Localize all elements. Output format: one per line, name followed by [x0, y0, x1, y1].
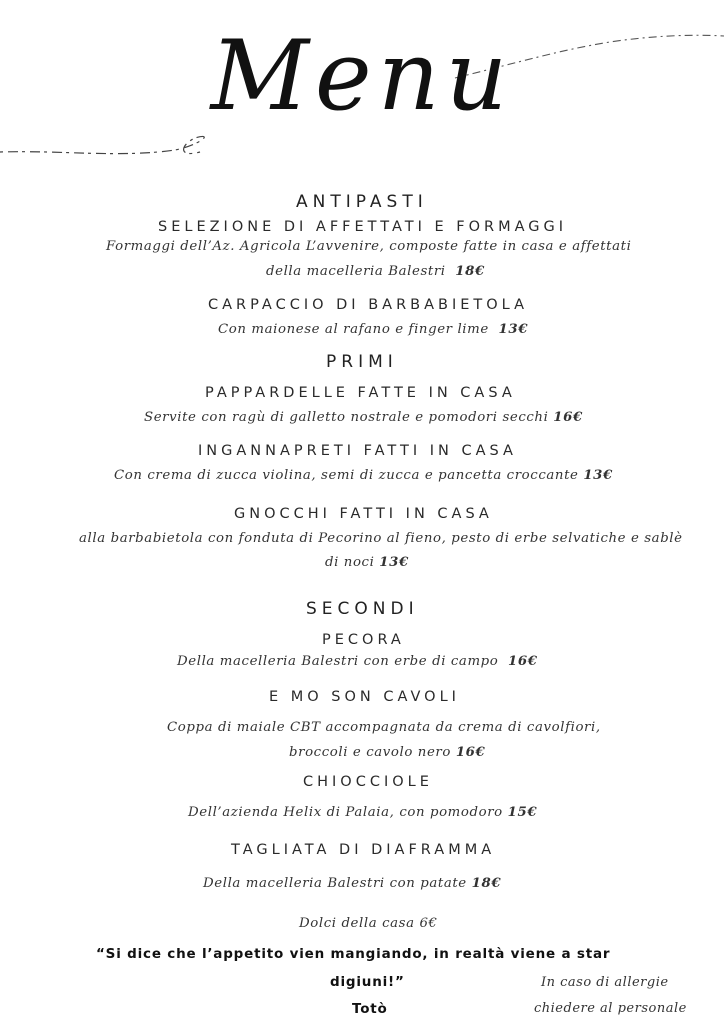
item-gnocchi-desc-1: alla barbabietola con fonduta di Pecorino al fieno, pesto di erbe selvatiche e sablè	[79, 531, 683, 546]
item-tagliata-desc	[203, 876, 501, 891]
secondi-header: SECONDI	[306, 599, 419, 619]
desc-text: Servite con ragù di galletto nostrale e pomodori secchi	[144, 410, 549, 425]
menu-title: Menu	[210, 20, 514, 132]
item-pappardelle-name: PAPPARDELLE FATTE IN CASA	[205, 385, 516, 401]
primi-header: PRIMI	[326, 352, 398, 372]
dolci-line: Dolci della casa 6€	[299, 916, 438, 931]
item-carpaccio-name: CARPACCIO DI BARBABIETOLA	[208, 297, 528, 313]
price: 13€	[583, 468, 613, 483]
item-pecora-name: PECORA	[322, 632, 405, 648]
price: 13€	[498, 322, 529, 337]
item-pappardelle-desc	[144, 410, 583, 425]
antipasti-header: ANTIPASTI	[296, 192, 428, 212]
item-selezione-affettati-desc-1: Formaggi dell’Az. Agricola L’avvenire, composte fatte in casa e affettati	[106, 239, 632, 254]
quote-line-2: digiuni!”	[330, 974, 405, 990]
desc-text: Con maionese al rafano e finger lime	[218, 322, 489, 337]
price: 16€	[553, 410, 583, 425]
desc-text: broccoli e cavolo nero	[289, 745, 451, 760]
item-pecora-desc	[177, 654, 538, 669]
desc-text: Con crema di zucca violina, semi di zucca e pancetta croccante	[114, 468, 579, 483]
item-cavoli-desc-1: Coppa di maiale CBT accompagnata da crema di cavolfiori,	[167, 720, 601, 735]
item-tagliata-name: TAGLIATA DI DIAFRAMMA	[231, 842, 496, 858]
quote-author: Totò	[352, 1001, 388, 1017]
desc-text: Della macelleria Balestri con patate	[203, 876, 467, 891]
price: 18€	[471, 876, 502, 891]
allergy-note-line-2: chiedere al personale	[534, 1001, 687, 1016]
item-cavoli-desc-2	[289, 745, 485, 760]
item-selezione-affettati-name: SELEZIONE DI AFFETTATI E FORMAGGI	[158, 219, 568, 235]
desc-text: Dell’azienda Helix di Palaia, con pomodoro	[188, 805, 503, 820]
desc-text: Della macelleria Balestri con erbe di campo	[177, 654, 499, 669]
item-gnocchi-desc-2	[325, 555, 409, 570]
item-gnocchi-name: GNOCCHI FATTI IN CASA	[234, 506, 493, 522]
item-selezione-affettati-desc-2	[266, 264, 485, 279]
desc-text: di noci	[325, 555, 375, 570]
item-chiocciole-name: CHIOCCIOLE	[303, 774, 433, 790]
item-cavoli-name: E MO SON CAVOLI	[269, 689, 460, 705]
price: 16€	[508, 654, 538, 669]
price: 13€	[379, 555, 409, 570]
item-chiocciole-desc	[188, 805, 537, 820]
quote-line-1: “Si dice che l’appetito vien mangiando, in realtà viene a star	[96, 946, 611, 962]
item-carpaccio-desc	[218, 322, 528, 337]
price: 18€	[455, 264, 485, 279]
desc-text: della macelleria Balestri	[266, 264, 446, 279]
item-ingannapreti-name: INGANNAPRETI FATTI IN CASA	[198, 443, 517, 459]
item-ingannapreti-desc	[114, 468, 613, 483]
price: 16€	[455, 745, 486, 760]
price: 15€	[507, 805, 538, 820]
allergy-note-line-1: In caso di allergie	[541, 975, 669, 990]
